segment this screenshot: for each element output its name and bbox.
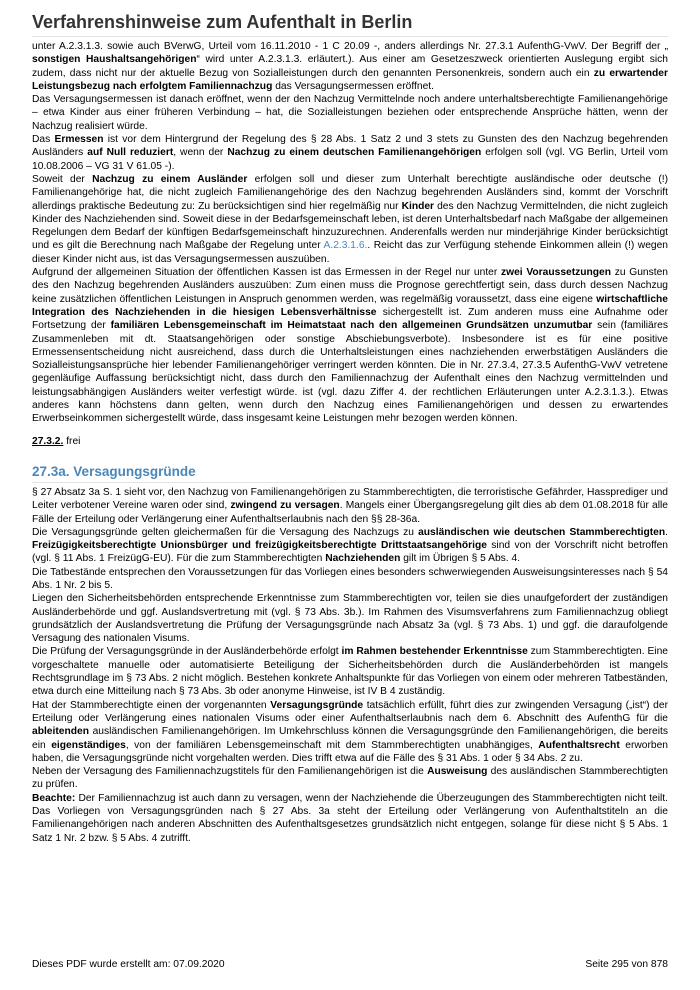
bold-text: familiären Lebensgemeinschaft im Heimatstaat nach den allgemeinen Grundsätzen unzumutbar — [110, 320, 593, 332]
paragraph — [32, 765, 668, 792]
paragraph — [32, 792, 668, 845]
paragraph-text: erfolgen soll (vgl. VG Berlin, Urteil vom 10.08.2006 – VG 31 V 61.05 -). — [32, 147, 668, 172]
paragraph — [32, 699, 668, 765]
paragraph — [32, 40, 668, 93]
paragraph — [32, 93, 668, 133]
paragraph-text: Das Versagungsermessen ist danach eröffnet, wenn der den Nachzug Vermittelnde noch andere unterhaltsberechtigte Familienangehörige – etwa Kinder aus einer früheren Verbindung – hat, die Sozialleistungen beziehen oder entsprechende Ansprüche hätten, wenn der Nachzug realisiert würde. — [32, 94, 668, 132]
section-number-link[interactable]: 27.3a. — [32, 463, 70, 479]
paragraph-text: gilt im Übrigen § 5 Abs. 4. — [400, 553, 521, 565]
paragraph-text: des ausländischen Stammberechtigten zu prüfen. — [32, 766, 668, 791]
bold-text: Nachziehenden — [325, 553, 401, 565]
text-block-27-3a — [32, 486, 668, 845]
bold-text: Nachzug zu einem deutschen Familienangehörigen — [227, 147, 482, 159]
bold-text: Aufenthaltsrecht — [538, 739, 620, 751]
paragraph-text: erworben haben, die Versagungsgründe nicht vorgehalten werden. Dies trifft etwa auf die Fälle des § 31 Abs. 1 oder § 34 Abs. 2 zu. — [32, 739, 668, 764]
paragraph — [32, 133, 668, 173]
paragraph-text: Soweit der — [32, 173, 93, 185]
paragraph-text: . Reicht das zur Verfügung stehende Einkommen allein (!) wegen dieser Kinder nicht aus, ist das Versagungsermessen auszuüben. — [32, 240, 668, 265]
paragraph-text: sein (familiäres Zusammenleben mit dt. Staatsangehörigen oder sonstige Abschiebungsverbote). Insbesondere ist es für eine positive Ermessensentscheidung nicht ausreichend, dass durch die Unterhaltsleistungen eines nachziehenden erwerbstätigen Ausländers die Sozialleistungsansprüche hier lebender Familienangehöriger verringert werden könnten. Die in Nr. 27.3.4, 27.3.5 AufenthG-VwV vetretene gegenläufige Auffassung berücksichtigt nicht, dass durch den Familiennachzug der Aufenthalt eines den Nachzug vermittelnden und leistungsabhängigen Ausländers weiter verfestigt würde. ist (vgl. dazu Ziffer 4. der rechtlichen Erläuterungen unter A.2.3.1.3.). Etwas anderes kann höchstens dann gelten, wenn durch den Nachzug eines Familienangehörigen und dessen zu erwartendes Erwerbseinkommen sichergestellt würde, dass insgesamt keine Leistungen mehr bezogen werden können. — [32, 320, 668, 425]
bold-text: zwingend zu versagen — [230, 500, 340, 512]
randnummer-text: frei — [63, 435, 81, 447]
section-heading — [32, 463, 668, 483]
paragraph-text: Der Familiennachzug ist auch dann zu versagen, wenn der Nachziehende die Überzeugungen des Stammberechtigten nicht teilt. Das Vorliegen von Versagungsgründen nach § 27 Abs. 3a steht der Erteilung oder Verlängerung von Aufenthaltstiteln an die Familienangehörigen nach anderen Abschnitten des Aufenthaltsgesetzes grundsätzlich nicht entgegen, solange für diese nicht § 5 Abs. 1 Satz 1 Nr. 2 bzw. § 5 Abs. 4 zutrifft. — [32, 792, 668, 844]
paragraph — [32, 266, 668, 426]
bold-text: zu erwartender Leistungsbezug nach erfolgtem Familiennachzug — [32, 67, 668, 92]
bold-text: Kinder — [401, 200, 435, 212]
paragraph-text: Aufgrund der allgemeinen Situation der öffentlichen Kassen ist das Ermessen in der Regel nur unter — [32, 267, 501, 279]
paragraph-text: Neben der Versagung des Familiennachzugstitels für den Familienangehörigen ist die — [32, 766, 428, 778]
footer-created-date: Dieses PDF wurde erstellt am: 07.09.2020 — [32, 959, 225, 970]
paragraph-text: zu Gunsten des den Nachzug begehrenden Ausländers auszuüben: Zum einen muss die Prognose gerechtfertigt sein, dass durch dessen Nachzug keine zusätzlichen öffentlichen Leistungen in Anspruch genommen werden, was regelmäßig voraussetzt, dass eine eigene — [32, 267, 668, 305]
paragraph-text: § 27 Absatz 3a S. 1 sieht vor, den Nachzug von Familienangehörigen zu Stammberechtigten, die terroristische Gefährder, Hassprediger und Leiter verbotener Vereine waren oder sind, — [32, 486, 668, 512]
paragraph-text: Das — [32, 134, 55, 146]
bold-text: Beachte: — [32, 792, 76, 804]
paragraph-text: zum Stammberechtigten. Eine vorgeschaltete manuelle oder automatisierte Beteiligung der Sicherheitsbehörden durch die Ausländerbehörden ist mangels Rechtsgrundlage im § 73 Abs. 2 nicht möglich. Bestehen konkrete Anhaltspunkte für das Vorliegen von einem oder mehreren Tatbeständen, etwa durch eine Mitteilung nach § 73 Abs. 3b oder anonyme Hinweise, ist IV B 4 zuständig. — [32, 646, 668, 698]
paragraph-text: “ wird unter A.2.3.1.3. erläutert.). Aus einer am Gesetzeszweck orientierten Auslegung ergibt sich zudem, dass nicht nur der aktuelle Bezug von Sozialleistungen durch den genannten Personenkreis, sondern auch ein — [32, 54, 668, 79]
bold-text: im Rahmen bestehender Erkenntnisse — [341, 646, 528, 658]
bold-text: Ausweisung — [427, 766, 488, 778]
bold-text: wirtschaftliche Integration des Nachziehenden in die hiesigen Lebensverhältnisse — [32, 293, 668, 318]
paragraph-text: , wenn der — [173, 147, 228, 159]
bold-text: ableitenden — [32, 726, 89, 738]
bold-text: sonstigen Haushaltsangehörigen — [32, 54, 197, 66]
paragraph-text: erfolgen soll und dieser zum Unterhalt berechtigte ausländische oder deutsche (!) Familienangehörige hat, die nicht zugleich Familienangehörige des den Nachzug begehrenden Ausländers sind, kommt der Vorschrift allerdings praktische Bedeutung zu: Zu berücksichtigen sind hier regelmäßig nur — [32, 173, 668, 212]
paragraph-text: Hat der Stammberechtigte einen der vorgenannten — [32, 699, 271, 711]
paragraph-text: . Mangels einer Übergangsregelung gilt dies ab dem 01.08.2018 für alle Fälle der Erteilung oder Verlängerung einer Aufenthaltserlaubnis nach den §§ 28-36a. — [32, 500, 668, 525]
document-title: Verfahrenshinweise zum Aufenthalt in Berlin — [32, 10, 668, 37]
randnummer-27-3-2 — [32, 435, 668, 448]
paragraph-text: , von der familiären Lebensgemeinschaft mit dem Stammberechtigten unabhängiges, — [125, 739, 539, 751]
paragraph-text: Die Versagungsgründe gelten gleichermaßen für die Versagung des Nachzugs zu — [32, 526, 419, 538]
paragraph-text: unter A.2.3.1.3. sowie auch BVerwG, Urteil vom 16.11.2010 - 1 C 20.09 -, anders allerdings Nr. 27.3.1 AufenthG-VwV. Der Begriff der „ — [32, 41, 668, 52]
paragraph-text: sichergestellt ist. Zum anderen muss eine Aufnahme oder Fortsetzung der — [32, 306, 668, 332]
bold-text: ausländischen wie deutschen Stammberechtigten — [418, 526, 666, 538]
footer-page-number: Seite 295 von 878 — [585, 959, 668, 970]
document-page — [32, 10, 668, 845]
randnummer-number: 27.3.2. — [32, 435, 64, 447]
section-title: Versagungsgründe — [69, 463, 196, 479]
bold-text: zwei Voraussetzungen — [500, 267, 612, 279]
bold-text: Versagungsgründe — [270, 699, 364, 711]
paragraph — [32, 526, 668, 566]
paragraph-text: ist vor dem Hintergrund der Regelung des § 28 Abs. 1 Satz 2 und 3 stets zu Gunsten des den Nachzug begehrenden Ausländers — [32, 134, 669, 159]
bold-text: eigenständiges — [51, 739, 126, 751]
bold-text: Ermessen — [54, 134, 104, 146]
paragraph-text: Die Tatbestände entsprechen den Voraussetzungen für das Vorliegen eines besonders schwerwiegenden Ausweisungsinteresses nach § 54 Abs. 1 Nr. 2 bis 5. — [32, 566, 668, 591]
paragraph-text: ausländischen Familienangehörigen. Im Umkehrschluss können die Versagungsgründe den Familienangehörigen, die bereits ein — [32, 726, 668, 751]
paragraph-text: Die Prüfung der Versagungsgründe in der Ausländerbehörde erfolgt — [32, 646, 342, 658]
paragraph-text: des den Nachzug Vermittelnden, die nicht zugleich Kinder des Nachziehenden sind. Soweit diese in der Bedarfsgemeinschaft leben, ist deren Unterhaltsbedarf nach Maßgabe der allgemeinen Regelungen dem Bedarf der künftigen Bedarfsgemeinschaft hinzuzurechnen. Anderenfalls werden nur minderjährige Kinder berücksichtigt und es gilt die Berechnung nach Maßgabe der Regelung unter — [32, 200, 668, 252]
paragraph-text: . — [665, 526, 668, 538]
bold-text: Nachzug zu einem Ausländer — [92, 173, 248, 185]
paragraph — [32, 566, 668, 593]
paragraph — [32, 592, 668, 645]
paragraph — [32, 645, 668, 698]
bold-text: Freizügigkeitsberechtigte Unionsbürger und freizügigkeitsberechtigte Drittstaatsangehörige — [32, 540, 487, 552]
text-block-27-3-1 — [32, 40, 668, 426]
paragraph-text: Liegen den Sicherheitsbehörden entsprechende Erkenntnisse zum Stammberechtigten vor, teilen sie dies unaufgefordert der zuständigen Ausländerbehörde und ggf. Auslandsvertretung mit (vgl. § 73 Abs. 3b.). Im Rahmen des Visumsverfahrens zum Familiennachzug obliegt grundsätzlich der Auslandsvertretung die Prüfung der Versagungsgründe nach Absatz 3a (vgl. § 73 Abs. 1) und ggf. die daraufolgende Versagung des nationalen Visums. — [32, 593, 668, 645]
paragraph-text: das Versagungsermessen eröffnet. — [272, 80, 434, 92]
paragraph-text: sind von der Vorschrift nicht betroffen (vgl. § 11 Abs. 1 FreizügG-EU). Für die zum Stammberechtigten — [32, 540, 668, 565]
paragraph — [32, 173, 668, 266]
cross-reference-link[interactable]: A.2.3.1.6. — [323, 240, 368, 252]
paragraph-text: tatsächlich erfüllt, führt dies zur zwingenden Versagung („ist“) der Erteilung oder Verlängerung eines nationalen Visums oder einer Aufenthaltserlaubnis nach dem 6. Abschnitt des AufenthG für die — [32, 699, 668, 724]
paragraph — [32, 486, 668, 526]
document-content — [32, 40, 668, 845]
bold-text: auf Null reduziert — [87, 147, 174, 159]
